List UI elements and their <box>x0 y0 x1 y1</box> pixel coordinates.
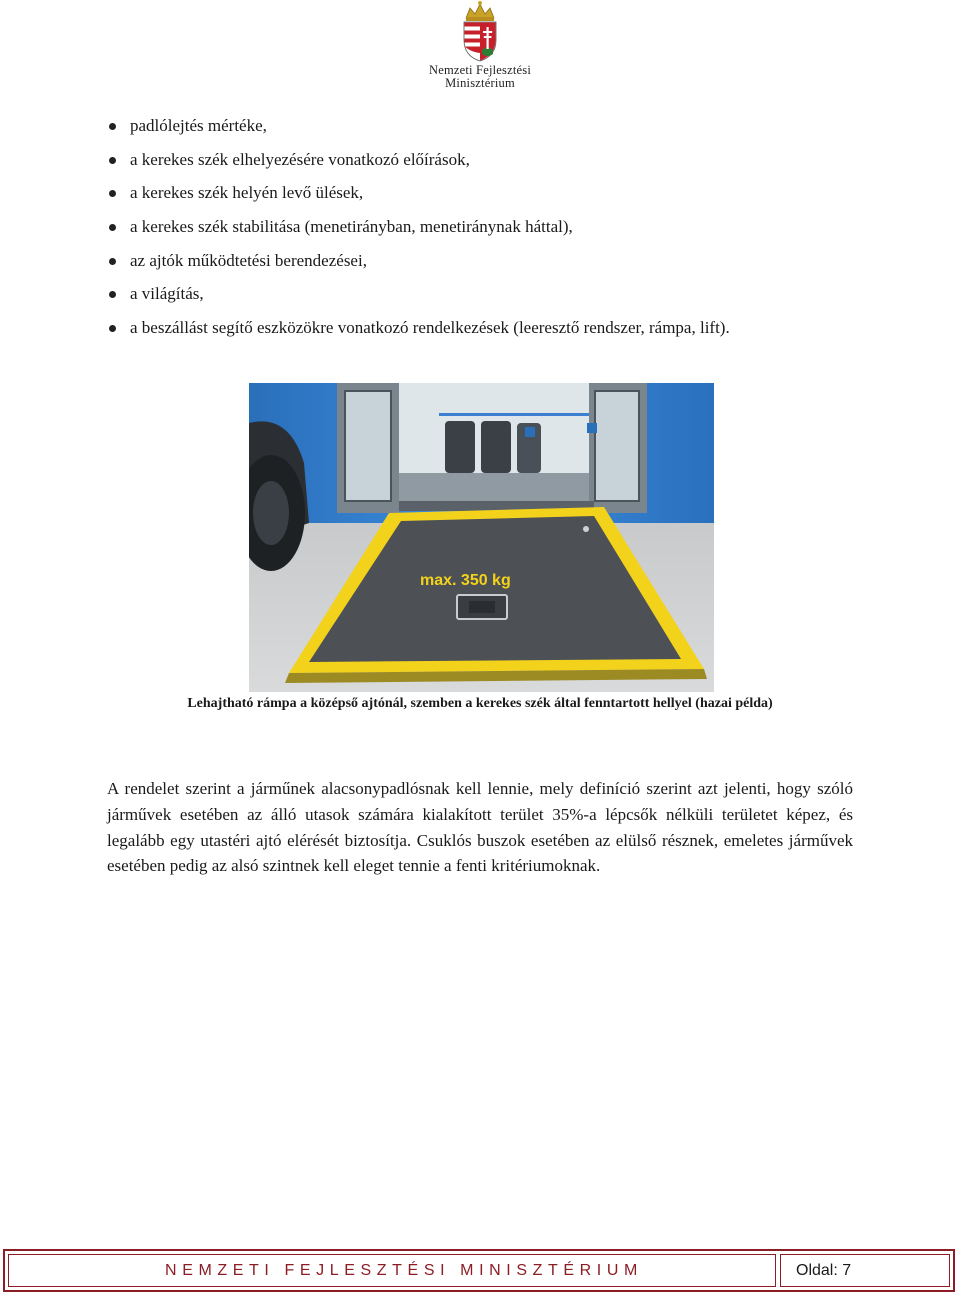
body-paragraph: A rendelet szerint a járműnek alacsonypadlósnak kell lennie, mely definíció szerint azt jelenti, hogy szóló járművek esetében az álló utasok számára kialakított terület 35%-a lépcsők nélküli területet képez, és legalább egy utastéri ajtó elérését biztosítja. Csuklós buszok esetében az elülső résznek, emeletes járművek esetében pedig az alsó szintnek kell eleget tennie a fenti kritériumoknak. <box>107 779 853 876</box>
hungarian-coat-of-arms-icon <box>458 0 502 62</box>
list-item-text: a világítás, <box>130 284 204 304</box>
bullet-icon <box>109 291 116 298</box>
list-item <box>106 281 730 315</box>
footer-title-box <box>8 1254 776 1287</box>
ramp-photo <box>249 383 714 692</box>
list-item-text: az ajtók működtetési berendezései, <box>130 250 367 270</box>
list-item-text: padlólejtés mértéke, <box>130 116 267 135</box>
bullet-icon <box>109 157 116 164</box>
list-item <box>106 147 730 181</box>
list-item-text: a kerekes szék elhelyezésére vonatkozó előírások, <box>130 149 470 169</box>
list-item <box>106 315 730 349</box>
ministry-logo <box>412 0 548 96</box>
list-item <box>106 248 730 282</box>
list-item <box>106 180 730 214</box>
bullet-icon <box>109 258 116 265</box>
figure-caption: Lehajtható rámpa a középső ajtónál, szemben a kerekes szék által fenntartott hellyel (hazai példa) <box>187 696 773 711</box>
ramp-label: max. 350 kg <box>420 572 511 589</box>
list-item-text: a kerekes szék helyén levő ülések, <box>130 183 364 203</box>
footer-title: NEMZETI FEJLESZTÉSI MINISZTÉRIUM <box>165 1261 643 1279</box>
bullet-icon <box>109 190 116 197</box>
footer-page-box <box>780 1254 950 1287</box>
bullet-icon <box>109 325 116 332</box>
logo-text-line1: Nemzeti Fejlesztési <box>428 63 532 77</box>
list-item <box>106 214 730 248</box>
logo-text-line2: Minisztérium <box>445 76 515 90</box>
bullet-icon <box>109 123 116 130</box>
page-number: Oldal: 7 <box>796 1261 852 1279</box>
bullet-list <box>106 113 730 349</box>
page-footer <box>3 1249 955 1292</box>
list-item <box>106 113 730 147</box>
list-item-text: a kerekes szék stabilitása (menetirányban, menetiránynak háttal), <box>130 217 573 237</box>
list-item-text: a beszállást segítő eszközökre vonatkozó rendelkezések (leeresztő rendszer, rámpa, lift). <box>130 318 730 338</box>
bullet-icon <box>109 224 116 231</box>
